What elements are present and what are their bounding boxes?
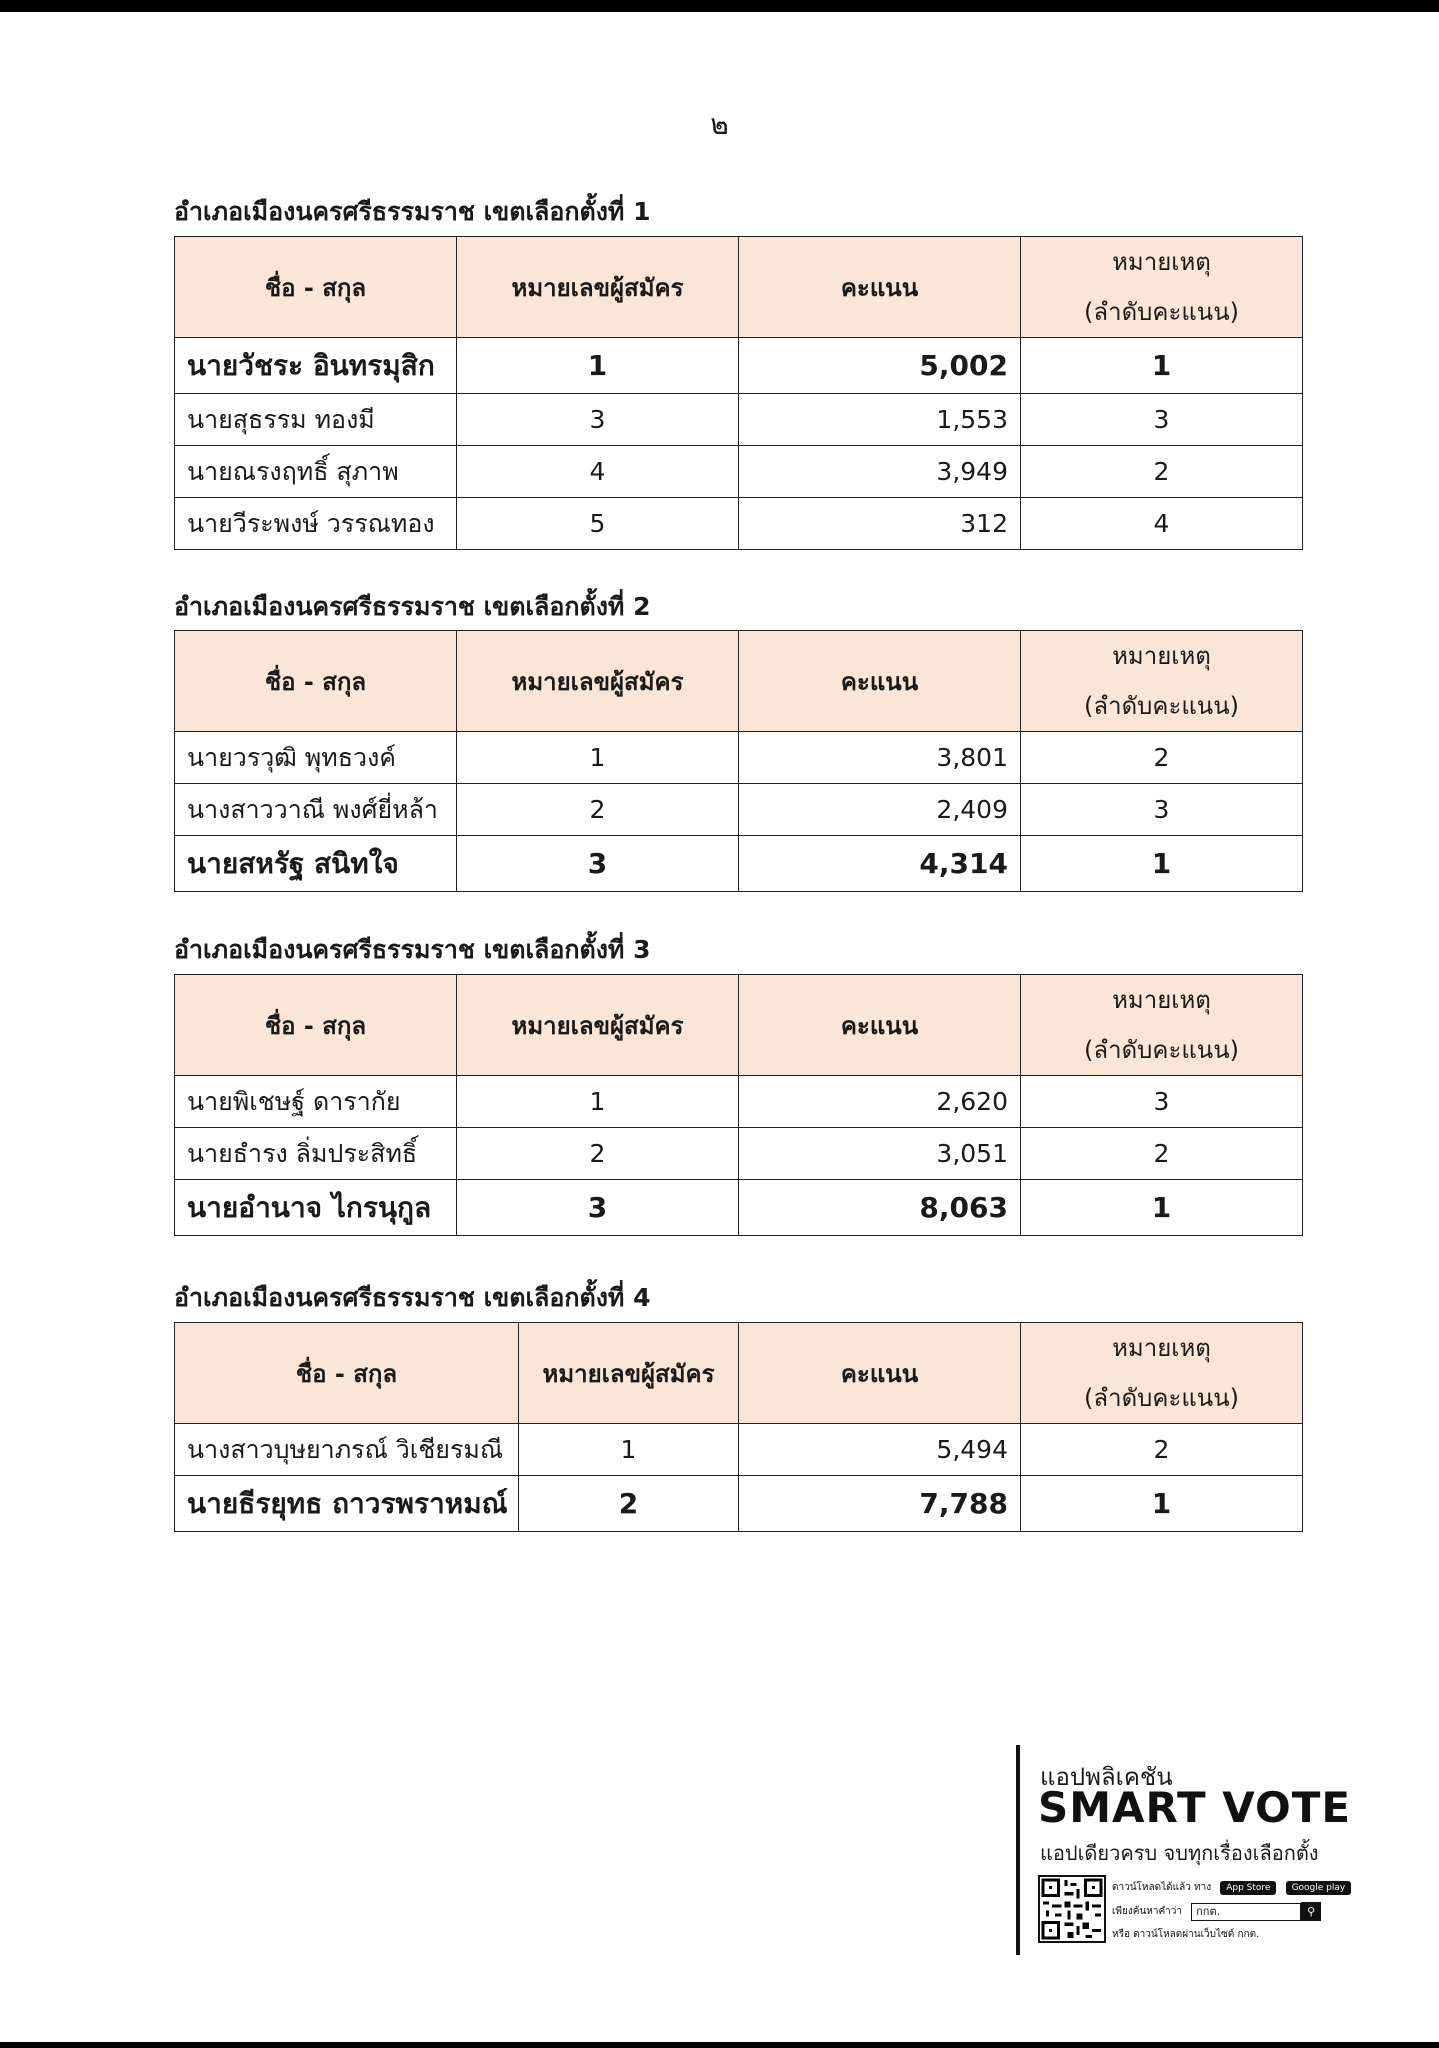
- table-row: [175, 836, 1303, 892]
- candidate-number: 3: [457, 1180, 739, 1236]
- candidate-name: นายธีรยุทธ ถาวรพราหมณ์: [175, 1476, 519, 1532]
- promo-divider: [1016, 1745, 1020, 1955]
- app-store-badge: App Store: [1220, 1881, 1276, 1895]
- candidate-rank: 2: [1021, 446, 1303, 498]
- candidate-number: 1: [457, 732, 739, 784]
- search-row: [1112, 1901, 1321, 1923]
- promo-brand: SMART VOTE: [1038, 1783, 1352, 1832]
- bottom-border: [0, 2042, 1439, 2048]
- search-box: กกต.: [1191, 1903, 1301, 1921]
- candidate-votes: 8,063: [739, 1180, 1021, 1236]
- candidate-number: 1: [457, 1076, 739, 1128]
- header-votes: คะแนน: [739, 975, 1021, 1076]
- google-play-badge: Google play: [1286, 1881, 1352, 1895]
- header-number: หมายเลขผู้สมัคร: [519, 1323, 739, 1424]
- page-number: ๒: [710, 108, 729, 141]
- web-download-text: หรือ ดาวน์โหลดผ่านเว็บไซต์ กกต.: [1112, 1929, 1260, 1940]
- table-row: [175, 732, 1303, 784]
- header-note: หมายเหตุ (ลำดับคะแนน): [1021, 237, 1303, 338]
- results-table-2: [174, 630, 1303, 892]
- candidate-name: นายวรวุฒิ พุทธวงค์: [175, 732, 457, 784]
- table-row: [175, 1128, 1303, 1180]
- candidate-number: 5: [457, 498, 739, 550]
- results-table-4: [174, 1322, 1303, 1532]
- header-votes: คะแนน: [739, 631, 1021, 732]
- candidate-rank: 1: [1021, 1476, 1303, 1532]
- table-row: [175, 1180, 1303, 1236]
- candidate-votes: 7,788: [739, 1476, 1021, 1532]
- top-border: [0, 0, 1439, 12]
- table-row: [175, 338, 1303, 394]
- candidate-votes: 4,314: [739, 836, 1021, 892]
- table-header-row: [175, 237, 1303, 338]
- candidate-rank: 1: [1021, 836, 1303, 892]
- candidate-name: นายสหรัฐ สนิทใจ: [175, 836, 457, 892]
- candidate-votes: 3,801: [739, 732, 1021, 784]
- candidate-name: นายสุธรรม ทองมี: [175, 394, 457, 446]
- header-votes: คะแนน: [739, 237, 1021, 338]
- candidate-rank: 3: [1021, 784, 1303, 836]
- header-note: หมายเหตุ (ลำดับคะแนน): [1021, 631, 1303, 732]
- candidate-name: นายวัชระ อินทรมุสิก: [175, 338, 457, 394]
- candidate-votes: 1,553: [739, 394, 1021, 446]
- section-title-2: อำเภอเมืองนครศรีธรรมราช เขตเลือกตั้งที่ 2: [174, 592, 651, 621]
- candidate-number: 1: [519, 1424, 739, 1476]
- candidate-name: นายธำรง ลิ่มประสิทธิ์: [175, 1128, 457, 1180]
- candidate-rank: 1: [1021, 1180, 1303, 1236]
- candidate-rank: 2: [1021, 732, 1303, 784]
- section-title-3: อำเภอเมืองนครศรีธรรมราช เขตเลือกตั้งที่ 3: [174, 935, 651, 964]
- table-row: [175, 446, 1303, 498]
- candidate-rank: 3: [1021, 1076, 1303, 1128]
- header-number: หมายเลขผู้สมัคร: [457, 631, 739, 732]
- candidate-name: นายอำนาจ ไกรนุกูล: [175, 1180, 457, 1236]
- search-text: เพียงค้นหาคำว่า: [1112, 1906, 1183, 1917]
- header-number: หมายเลขผู้สมัคร: [457, 237, 739, 338]
- table-header-row: [175, 631, 1303, 732]
- candidate-votes: 5,002: [739, 338, 1021, 394]
- smart-vote-promo: [1016, 1745, 1352, 1955]
- header-name: ชื่อ - สกุล: [175, 975, 457, 1076]
- candidate-rank: 3: [1021, 394, 1303, 446]
- candidate-name: นายณรงฤทธิ์ สุภาพ: [175, 446, 457, 498]
- header-votes: คะแนน: [739, 1323, 1021, 1424]
- section-title-4: อำเภอเมืองนครศรีธรรมราช เขตเลือกตั้งที่ 4: [174, 1283, 651, 1312]
- candidate-rank: 2: [1021, 1128, 1303, 1180]
- candidate-number: 4: [457, 446, 739, 498]
- table-row: [175, 1424, 1303, 1476]
- search-icon: ⚲: [1301, 1902, 1321, 1921]
- candidate-number: 2: [519, 1476, 739, 1532]
- candidate-number: 1: [457, 338, 739, 394]
- results-table-3: [174, 974, 1303, 1236]
- candidate-name: นางสาววาณี พงศ์ยี่หล้า: [175, 784, 457, 836]
- table-row: [175, 498, 1303, 550]
- table-row: [175, 784, 1303, 836]
- candidate-votes: 5,494: [739, 1424, 1021, 1476]
- candidate-name: นายวีระพงษ์ วรรณทอง: [175, 498, 457, 550]
- candidate-votes: 2,409: [739, 784, 1021, 836]
- candidate-votes: 3,949: [739, 446, 1021, 498]
- promo-app-label: แอปพลิเคชัน: [1040, 1763, 1173, 1791]
- header-name: ชื่อ - สกุล: [175, 1323, 519, 1424]
- header-name: ชื่อ - สกุล: [175, 631, 457, 732]
- candidate-votes: 2,620: [739, 1076, 1021, 1128]
- header-number: หมายเลขผู้สมัคร: [457, 975, 739, 1076]
- table-header-row: [175, 975, 1303, 1076]
- candidate-votes: 312: [739, 498, 1021, 550]
- candidate-rank: 4: [1021, 498, 1303, 550]
- header-name: ชื่อ - สกุล: [175, 237, 457, 338]
- candidate-number: 2: [457, 1128, 739, 1180]
- download-text: ดาวน์โหลดได้แล้ว ทาง: [1112, 1882, 1212, 1893]
- candidate-name: นายพิเชษฐ์ ดารากัย: [175, 1076, 457, 1128]
- candidate-rank: 1: [1021, 338, 1303, 394]
- header-note: หมายเหตุ (ลำดับคะแนน): [1021, 975, 1303, 1076]
- table-header-row: [175, 1323, 1303, 1424]
- results-table-1: [174, 236, 1303, 550]
- candidate-name: นางสาวบุษยาภรณ์ วิเชียรมณี: [175, 1424, 519, 1476]
- candidate-votes: 3,051: [739, 1128, 1021, 1180]
- store-row: [1112, 1877, 1351, 1897]
- candidate-rank: 2: [1021, 1424, 1303, 1476]
- header-note: หมายเหตุ (ลำดับคะแนน): [1021, 1323, 1303, 1424]
- table-row: [175, 394, 1303, 446]
- candidate-number: 3: [457, 394, 739, 446]
- candidate-number: 2: [457, 784, 739, 836]
- table-row: [175, 1076, 1303, 1128]
- table-row: [175, 1476, 1303, 1532]
- qr-code-icon: [1038, 1875, 1106, 1943]
- candidate-number: 3: [457, 836, 739, 892]
- promo-tagline: แอปเดียวครบ จบทุกเรื่องเลือกตั้ง: [1040, 1841, 1319, 1865]
- section-title-1: อำเภอเมืองนครศรีธรรมราช เขตเลือกตั้งที่ 1: [174, 197, 651, 226]
